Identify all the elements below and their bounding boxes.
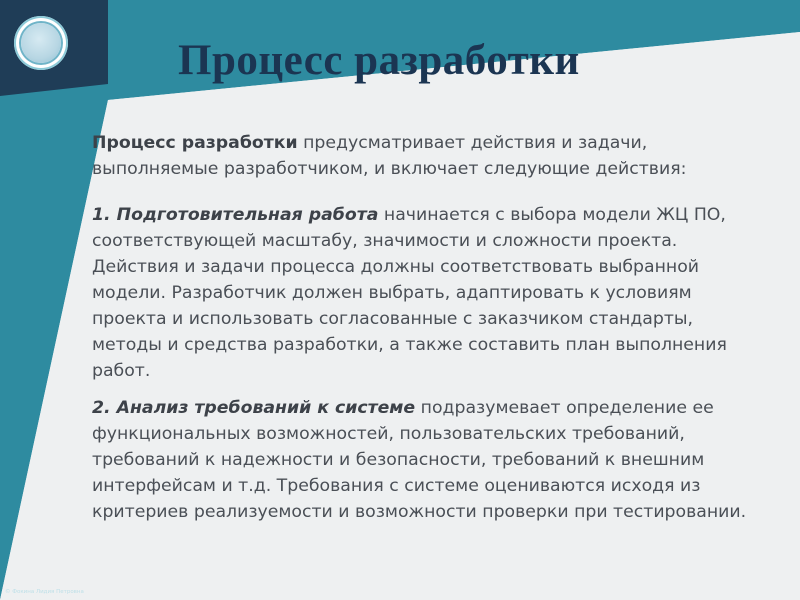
item-term-requirements: 2. Анализ требований к системе: [92, 398, 416, 418]
intro-term: Процесс разработки: [92, 133, 298, 153]
intro-text: предусматривает действия и задачи, выполняемые разработчиком, и включает следующие действия:: [92, 133, 687, 179]
item-term-preparation: 1. Подготовительная работа: [92, 205, 379, 225]
author-footer: © Фокина Лидия Петровна: [5, 589, 84, 595]
item-text-preparation: начинается с выбора модели ЖЦ ПО, соответствующей масштабу, значимости и сложности проекта. Действия и задачи процесса должны соответствовать выбранной модели. Разработчик должен выбрать, адаптировать к условиям проекта и использовать согласованные с заказчиком стандарты, методы и средства разработки, а также составить план выполнения работ.: [92, 205, 727, 381]
item-paragraph-preparation: [92, 202, 762, 384]
page-title: Процесс разработки: [178, 37, 580, 84]
slide-body: [92, 130, 762, 525]
intro-paragraph: [92, 130, 762, 182]
circle-emblem-inner: [21, 23, 61, 63]
item-text-requirements: подразумевает определение ее функциональных возможностей, пользовательских требований, требований к надежности и безопасности, требований к внешним интерфейсам и т.д. Требования с системе оцениваются исходя из критериев реализуемости и возможности проверки при тестировании.: [92, 398, 747, 522]
circle-emblem-icon: [14, 16, 68, 70]
item-paragraph-requirements: [92, 395, 762, 525]
